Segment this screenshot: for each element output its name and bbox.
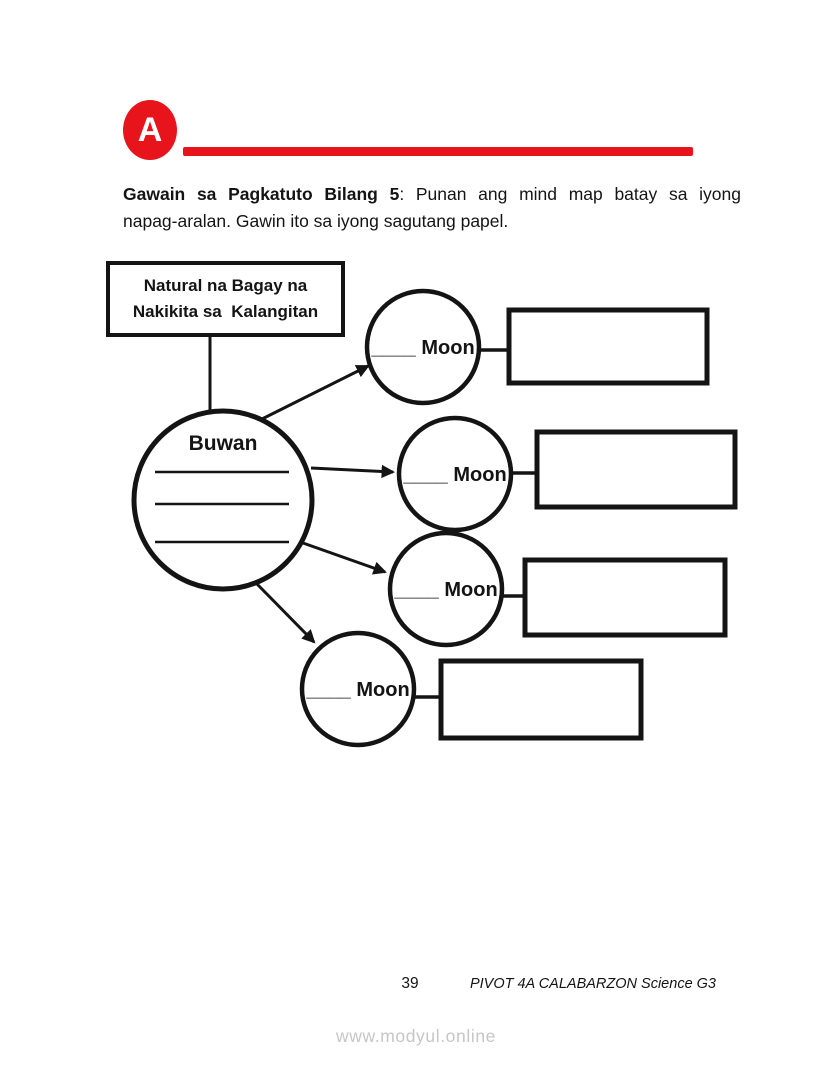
- moon-label-4: ____ Moon: [306, 679, 410, 701]
- root-topic-line-2: Nakikita sa Kalangitan: [132, 302, 319, 321]
- root-topic-line-1: Natural na Bagay na: [143, 276, 308, 295]
- page-number: 39: [401, 975, 419, 992]
- section-badge-letter: A: [137, 110, 163, 149]
- hub-label-buwan: Buwan: [188, 432, 258, 455]
- answer-box-2: [537, 432, 735, 507]
- moon-label-2: ____ Moon: [403, 464, 507, 486]
- watermark-text: www.modyul.online: [336, 1026, 496, 1046]
- module-title: PIVOT 4A CALABARZON Science G3: [469, 976, 716, 992]
- answer-box-1: [509, 310, 707, 383]
- instruction-line-2: napag-aralan. Gawin ito sa iyong sagutang papel.: [123, 211, 509, 231]
- answer-box-4: [441, 661, 641, 738]
- activity-title: Gawain sa Pagkatuto Bilang 5: [123, 184, 400, 204]
- moon-label-1: ____ Moon: [371, 337, 475, 359]
- arrow-to-moon-4: [257, 584, 314, 642]
- instruction-text: : Punan ang mind map batay sa iyong: [399, 184, 741, 204]
- arrow-to-moon-1: [262, 366, 368, 419]
- arrow-to-moon-3: [303, 543, 385, 572]
- moon-label-3: ____ Moon: [394, 579, 498, 601]
- root-topic-text: [110, 273, 341, 327]
- answer-box-3: [525, 560, 725, 635]
